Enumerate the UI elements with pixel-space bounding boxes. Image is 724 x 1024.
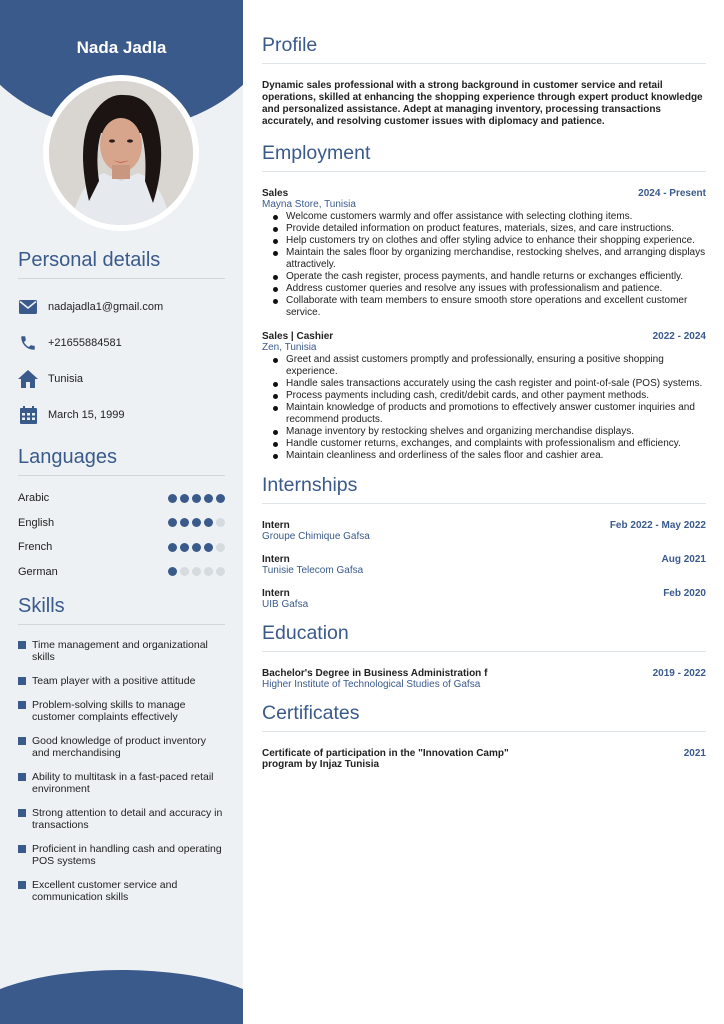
job-title: Sales | Cashier bbox=[262, 331, 334, 342]
language-row bbox=[18, 511, 225, 536]
duty-item: Collaborate with team members to ensure smooth store operations and excellent customer service. bbox=[272, 295, 706, 319]
profile-title: Profile bbox=[262, 34, 706, 64]
level-dot bbox=[192, 518, 201, 527]
level-dot bbox=[216, 543, 225, 552]
duty-item: Maintain knowledge of products and promotions to effectively answer customer inquiries and recommend products. bbox=[272, 402, 706, 426]
level-dot bbox=[204, 567, 213, 576]
skill-item: Strong attention to detail and accuracy in transactions bbox=[18, 807, 225, 831]
skills-title: Skills bbox=[18, 595, 225, 625]
duty-item: Handle sales transactions accurately using the cash register and point-of-sale (POS) systems. bbox=[272, 378, 706, 390]
level-dot bbox=[204, 543, 213, 552]
level-dot bbox=[192, 567, 201, 576]
personal-details-section bbox=[18, 249, 225, 433]
job-date: 2022 - 2024 bbox=[652, 331, 706, 342]
duty-item: Welcome customers warmly and offer assistance with selecting clothing items. bbox=[272, 211, 706, 223]
level-dot bbox=[216, 567, 225, 576]
internship-entry-organization: Tunisie Telecom Gafsa bbox=[262, 565, 364, 576]
internship-entry bbox=[262, 588, 706, 610]
duty-item: Manage inventory by restocking shelves and organizing merchandise displays. bbox=[272, 426, 706, 438]
level-dot bbox=[180, 518, 189, 527]
skill-item: Ability to multitask in a fast-paced retail environment bbox=[18, 771, 225, 795]
language-row bbox=[18, 560, 225, 585]
education-entry-title: Bachelor's Degree in Business Administration f bbox=[262, 668, 488, 679]
level-dot bbox=[204, 518, 213, 527]
skill-item: Proficient in handling cash and operating POS systems bbox=[18, 843, 225, 867]
job-duties bbox=[262, 211, 706, 319]
duty-item: Handle customer returns, exchanges, and complaints with professionalism and efficiency. bbox=[272, 438, 706, 450]
job-duties bbox=[262, 354, 706, 462]
languages-title: Languages bbox=[18, 446, 225, 476]
certificate-entry-header bbox=[262, 748, 706, 770]
language-row bbox=[18, 535, 225, 560]
job-date: 2024 - Present bbox=[638, 188, 706, 199]
level-dot bbox=[168, 567, 177, 576]
language-row bbox=[18, 486, 225, 511]
candidate-name: Nada Jadla bbox=[76, 38, 167, 57]
level-dot bbox=[168, 518, 177, 527]
internships-title: Internships bbox=[262, 474, 706, 504]
bullet-square bbox=[18, 881, 26, 889]
phone-icon bbox=[18, 333, 38, 353]
employment-title: Employment bbox=[262, 142, 706, 172]
certificate-entry-date: 2021 bbox=[683, 748, 706, 759]
education-list bbox=[262, 668, 706, 690]
skill-item: Team player with a positive attitude bbox=[18, 675, 225, 687]
birthdate-value: March 15, 1999 bbox=[48, 409, 125, 421]
duty-item: Operate the cash register, process payments, and handle returns or exchanges efficiently. bbox=[272, 271, 706, 283]
education-title: Education bbox=[262, 622, 706, 652]
education-entry-header bbox=[262, 668, 706, 679]
certificate-entry bbox=[262, 748, 706, 770]
sidebar-footer-shape bbox=[0, 970, 243, 1024]
bullet-square bbox=[18, 809, 26, 817]
job-employer: Zen, Tunisia bbox=[262, 342, 317, 353]
skill-item: Problem-solving skills to manage customer complaints effectively bbox=[18, 699, 225, 723]
job-employer: Mayna Store, Tunisia bbox=[262, 199, 356, 210]
certificate-entry-title: Certificate of participation in the "Innovation Camp" program by Injaz Tunisia bbox=[262, 748, 509, 770]
phone-row bbox=[18, 325, 225, 361]
level-dot bbox=[180, 543, 189, 552]
email-row bbox=[18, 289, 225, 325]
certificate-list bbox=[262, 748, 706, 770]
personal-details-title: Personal details bbox=[18, 249, 225, 279]
internship-entry-header bbox=[262, 554, 706, 565]
calendar-icon bbox=[18, 405, 38, 425]
bullet-square bbox=[18, 845, 26, 853]
bullet-square bbox=[18, 773, 26, 781]
skill-item: Excellent customer service and communication skills bbox=[18, 879, 225, 903]
language-name: English bbox=[18, 516, 55, 529]
main-content bbox=[262, 34, 706, 782]
languages-section bbox=[18, 446, 225, 584]
internship-entry bbox=[262, 520, 706, 542]
sidebar bbox=[0, 0, 243, 1024]
duty-item: Process payments including cash, credit/debit cards, and other payment methods. bbox=[272, 390, 706, 402]
bullet-square bbox=[18, 641, 26, 649]
duty-item: Greet and assist customers promptly and professionally, ensuring a positive shopping experience. bbox=[272, 354, 706, 378]
internship-list bbox=[262, 520, 706, 610]
internship-entry-date: Aug 2021 bbox=[661, 554, 706, 565]
level-dot bbox=[216, 518, 225, 527]
language-list bbox=[18, 486, 225, 584]
level-dot bbox=[180, 494, 189, 503]
envelope-icon bbox=[18, 297, 38, 317]
job-title: Sales bbox=[262, 188, 289, 199]
skill-item: Time management and organizational skills bbox=[18, 639, 225, 663]
bullet-square bbox=[18, 701, 26, 709]
bullet-square bbox=[18, 677, 26, 685]
location-value: Tunisia bbox=[48, 373, 84, 385]
education-entry-organization: Higher Institute of Technological Studies of Gafsa bbox=[262, 679, 481, 690]
language-level bbox=[168, 494, 225, 503]
employment-entry bbox=[262, 331, 706, 462]
duty-item: Help customers try on clothes and offer styling advice to enhance their shopping experience. bbox=[272, 235, 706, 247]
internship-entry-header bbox=[262, 520, 706, 531]
employment-header bbox=[262, 188, 706, 199]
language-name: French bbox=[18, 541, 53, 554]
duty-item: Provide detailed information on product features, materials, sizes, and care instructions. bbox=[272, 223, 706, 235]
employment-list bbox=[262, 188, 706, 462]
level-dot bbox=[192, 494, 201, 503]
level-dot bbox=[180, 567, 189, 576]
internship-entry-organization: UIB Gafsa bbox=[262, 599, 309, 610]
internship-entry-date: Feb 2022 - May 2022 bbox=[609, 520, 706, 531]
email-value[interactable]: nadajadla1@gmail.com bbox=[48, 301, 164, 313]
skills-section bbox=[18, 595, 225, 915]
certificates-title: Certificates bbox=[262, 702, 706, 732]
internship-entry-organization: Groupe Chimique Gafsa bbox=[262, 531, 370, 542]
language-name: Arabic bbox=[18, 492, 50, 505]
bullet-square bbox=[18, 737, 26, 745]
level-dot bbox=[168, 543, 177, 552]
location-row bbox=[18, 361, 225, 397]
duty-item: Maintain the sales floor by organizing merchandise, restocking shelves, and arranging displays attractively. bbox=[272, 247, 706, 271]
language-name: German bbox=[18, 565, 58, 578]
language-level bbox=[168, 543, 225, 552]
level-dot bbox=[168, 494, 177, 503]
level-dot bbox=[192, 543, 201, 552]
employment-entry bbox=[262, 188, 706, 319]
birthdate-row bbox=[18, 397, 225, 433]
language-level bbox=[168, 518, 225, 527]
employment-header bbox=[262, 331, 706, 342]
internship-entry bbox=[262, 554, 706, 576]
level-dot bbox=[216, 494, 225, 503]
internship-entry-date: Feb 2020 bbox=[663, 588, 706, 599]
avatar bbox=[49, 81, 193, 225]
home-icon bbox=[18, 369, 38, 389]
duty-item: Address customer queries and resolve any issues with professionalism and patience. bbox=[272, 283, 706, 295]
internship-entry-header bbox=[262, 588, 706, 599]
education-entry bbox=[262, 668, 706, 690]
language-level bbox=[168, 567, 225, 576]
internship-entry-title: Intern bbox=[262, 588, 290, 599]
phone-value[interactable]: +21655884581 bbox=[48, 337, 122, 349]
level-dot bbox=[204, 494, 213, 503]
internship-entry-title: Intern bbox=[262, 554, 290, 565]
profile-text: Dynamic sales professional with a strong background in customer service and retail operations, skilled at enhancing the shopping experience through expert product knowledge and personalized assistance. Adept at managing inventory, processing transactions accurately, and resolving customer issues with diplomacy and patience. bbox=[262, 80, 703, 127]
internship-entry-title: Intern bbox=[262, 520, 290, 531]
education-entry-date: 2019 - 2022 bbox=[652, 668, 706, 679]
duty-item: Maintain cleanliness and orderliness of the sales floor and cashier area. bbox=[272, 450, 706, 462]
skill-item: Good knowledge of product inventory and merchandising bbox=[18, 735, 225, 759]
